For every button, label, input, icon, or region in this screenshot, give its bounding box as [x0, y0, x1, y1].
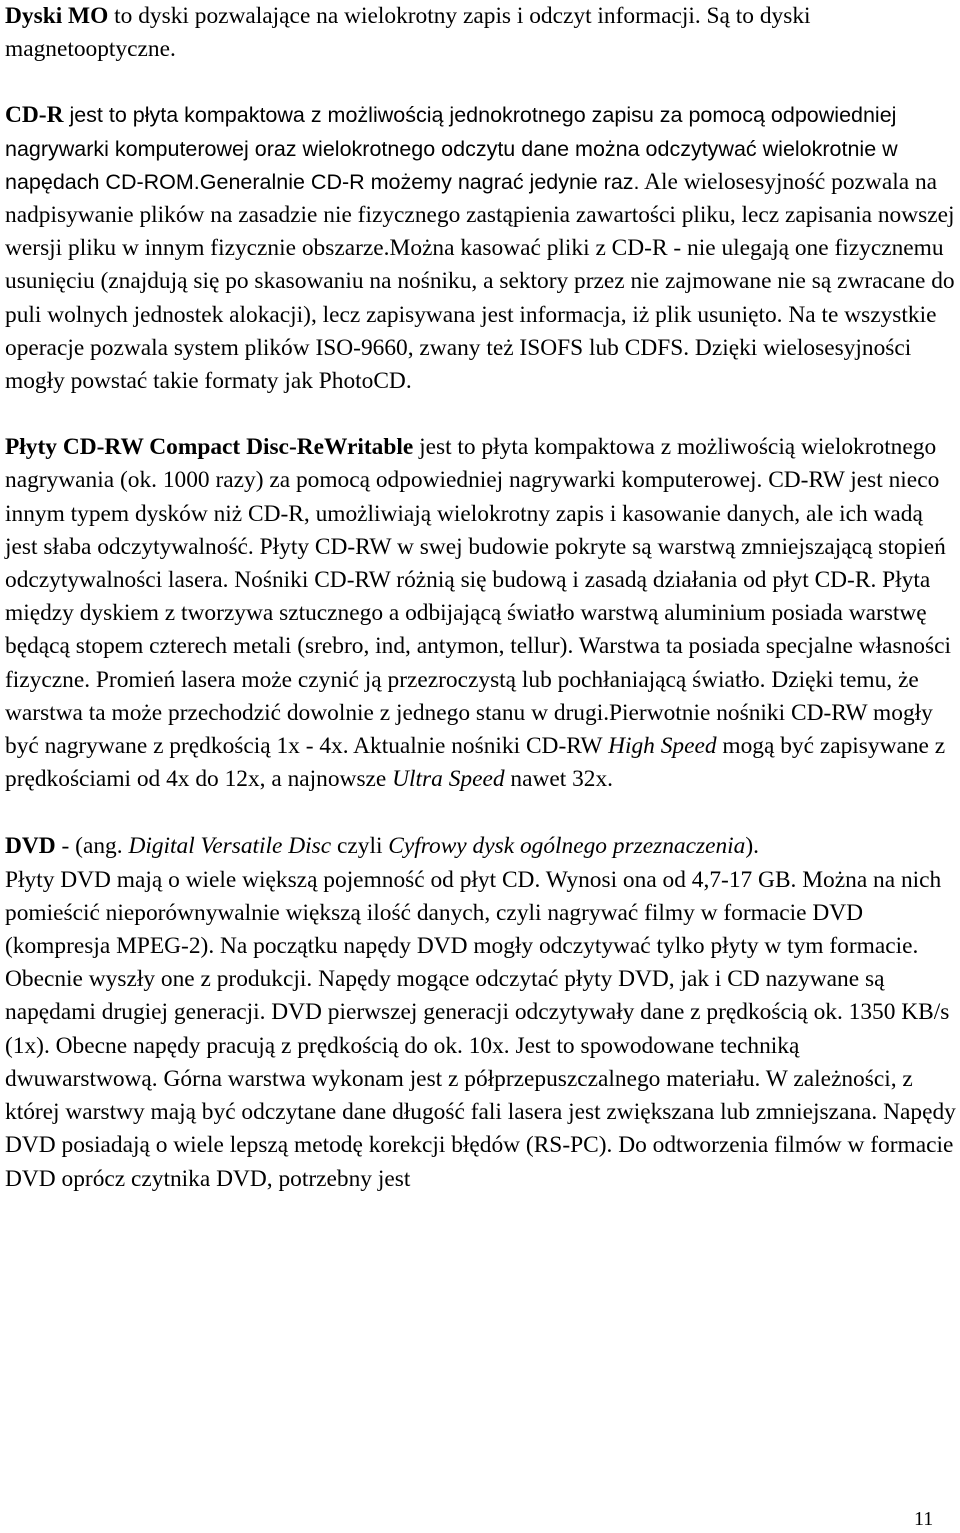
text-cd-r-multisession: Ale wielosesyjność pozwala na nadpisywanie plików na zasadzie nie fizycznego zastąpienia zawartości pliku, lecz zapisania nowszej wersji pliku w innym fizycznie obszarze. [5, 168, 955, 262]
paragraph-gap [5, 796, 957, 830]
term-cd-r: CD-R [5, 102, 64, 129]
text-dvd-ang: - (ang. [55, 833, 129, 860]
text-mo: to dyski pozwalające na wielokrotny zapis i odczyt informacji. Są to dyski magnetooptyczne. [5, 3, 811, 63]
paragraph-mo [5, 0, 957, 66]
paragraph-cd-r [5, 99, 957, 398]
paragraph-dvd-heading [5, 830, 957, 863]
text-dvd-czyli: czyli [331, 833, 389, 860]
text-cd-rw-body: jest to płyta kompaktowa z możliwością wielokrotnego nagrywania (ok. 1000 razy) za pomocą odpowiedniej nagrywarki komputerowej. CD-RW jest nieco innym typem dysków niż CD-R, umożliwiają wielokrotny zapis i kasowanie danych, ale ich wadą jest słaba odczytywalność. Płyty CD-RW w swej budowie pokryte są warstwą zmniejszającą stopień odczytywalności lasera. Nośniki CD-RW różnią się budową i zasadą działania od płyt CD-R. Płyta między dyskiem z tworzywa sztucznego a odbijającą światło warstwą aluminium posiada warstwę będącą stopem czterech metali (srebro, ind, antymon, tellur). Warstwa ta posiada specjalne własności fizyczne. Promień lasera może czynić ją przezroczystą lub pochłaniającą światło. Dzięki temu, że warstwa ta może przechodzić dowolnie z jednego stanu w drugi.Pierwotnie nośniki CD-RW mogły być nagrywane z prędkością 1x - 4x. Aktualnie nośniki CD-RW [5, 434, 951, 760]
text-ultra-speed: Ultra Speed [392, 766, 505, 793]
text-dvd-english-name: Digital Versatile Disc [128, 833, 332, 860]
paragraph-gap [5, 66, 957, 99]
text-dvd-close: ). [745, 833, 760, 860]
page-number: 11 [914, 1508, 934, 1530]
term-cd-rw: Płyty CD-RW Compact Disc-ReWritable [5, 434, 414, 461]
text-high-speed: High Speed [608, 733, 717, 760]
term-dvd: DVD [5, 833, 56, 860]
text-cd-r-intro: jest to płyta kompaktowa z możliwością jednokrotnego zapisu za pomocą odpowiedniej nagrywarki komputerowej oraz wielokrotnego odczytu dane można odczytywać wielokrotnie w napędach CD-ROM.Generalnie CD-R możemy nagrać jedynie raz. [5, 103, 898, 194]
text-dvd-polish-name: Cyfrowy dysk ogólnego przeznaczenia [388, 833, 746, 860]
text-cd-r-delete: Można kasować pliki z CD-R - nie ulegają one fizycznemu usunięciu (znajdują się po skasowaniu na nośniku, a sektory przez nie zajmowane nie są zwracane do puli wolnych jednostek alokacji), lecz zapisywana jest informacja, iż plik usunięto. Na te wszystkie operacje pozwala system plików ISO-9660, zwany też ISOFS lub CDFS. Dzięki wielosesyjności mogły powstać takie formaty jak PhotoCD. [5, 235, 955, 395]
term-mo: Dyski MO [5, 3, 109, 29]
paragraph-cd-rw [5, 431, 957, 796]
text-cd-rw-speeds: mogą być zapisywane z prędkościami od 4x do 12x, a najnowsze [5, 733, 946, 793]
paragraph-gap [5, 398, 957, 431]
document-page [5, 0, 957, 1196]
text-cd-rw-end: nawet 32x. [504, 766, 614, 793]
paragraph-dvd-body: Płyty DVD mają o wiele większą pojemność od płyt CD. Wynosi ona od 4,7-17 GB. Można na nich pomieścić nieporównywalnie większą ilość danych, czyli nagrywać filmy w formacie DVD (kompresja MPEG-2). Na początku napędy DVD mogły odczytywać tylko płyty w tym formacie. Obecnie wyszły one z produkcji. Napędy mogące odczytać płyty DVD, jak i CD nazywane są napędami drugiej generacji. DVD pierwszej generacji odczytywały dane z prędkością ok. 1350 KB/s (1x). Obecne napędy pracują z prędkością do ok. 10x. Jest to spowodowane techniką dwuwarstwową. Górna warstwa wykonam jest z półprzepuszczalnego materiału. W zależności, z której warstwy mają być odczytane dane długość fali lasera jest zwiększana lub zmniejszana. Napędy DVD posiadają o wiele lepszą metodę korekcji błędów (RS-PC). Do odtworzenia filmów w formacie DVD oprócz czytnika DVD, potrzebny jest [5, 866, 956, 1192]
